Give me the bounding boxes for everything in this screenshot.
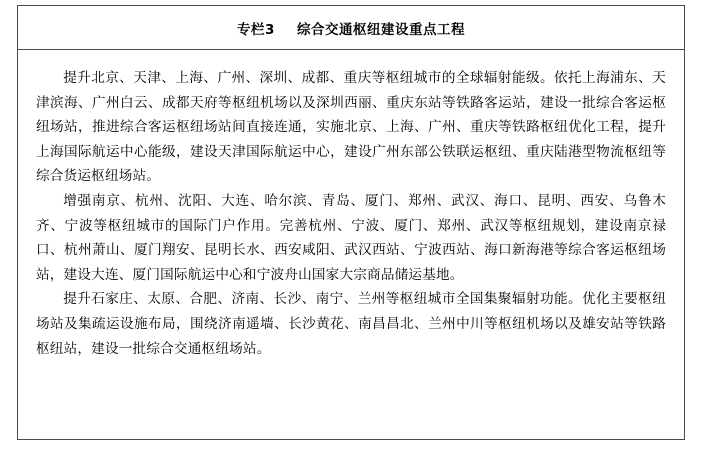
column-header	[18, 6, 684, 50]
paragraph-2: 增强南京、杭州、沈阳、大连、哈尔滨、青岛、厦门、郑州、武汉、海口、昆明、西安、乌鲁木齐、宁波等枢纽城市的国际门户作用。完善杭州、宁波、厦门、郑州、武汉等枢纽规划，建设南京禄口、杭州萧山、厦门翔安、昆明长水、西安咸阳、武汉西站、宁波西站、海口新海港等综合客运枢纽场站，建设大连、厦门国际航运中心和宁波舟山国家大宗商品储运基地。	[36, 192, 666, 283]
column-body	[18, 50, 684, 361]
paragraph-1: 提升北京、天津、上海、广州、深圳、成都、重庆等枢纽城市的全球辐射能级。依托上海浦东、天津滨海、广州白云、成都天府等枢纽机场以及深圳西丽、重庆东站等铁路客运站，建设一批综合客运枢纽场站，推进综合客运枢纽场站间直接连通，实施北京、上海、广州、重庆等铁路枢纽优化工程，提升上海国际航运中心能级，建设天津国际航运中心，建设广州东部公铁联运枢纽、重庆陆港型物流枢纽等综合货运枢纽场站。	[36, 70, 666, 185]
column-title: 综合交通枢纽建设重点工程	[296, 21, 465, 38]
column-label: 专栏3	[237, 21, 275, 38]
column-box	[17, 5, 685, 440]
paragraph-3: 提升石家庄、太原、合肥、济南、长沙、南宁、兰州等枢纽城市全国集聚辐射功能。优化主要枢纽场站及集疏运设施布局，围绕济南遥墙、长沙黄花、南昌昌北、兰州中川等枢纽机场以及雄安站等铁路枢纽站，建设一批综合交通枢纽场站。	[36, 291, 666, 357]
